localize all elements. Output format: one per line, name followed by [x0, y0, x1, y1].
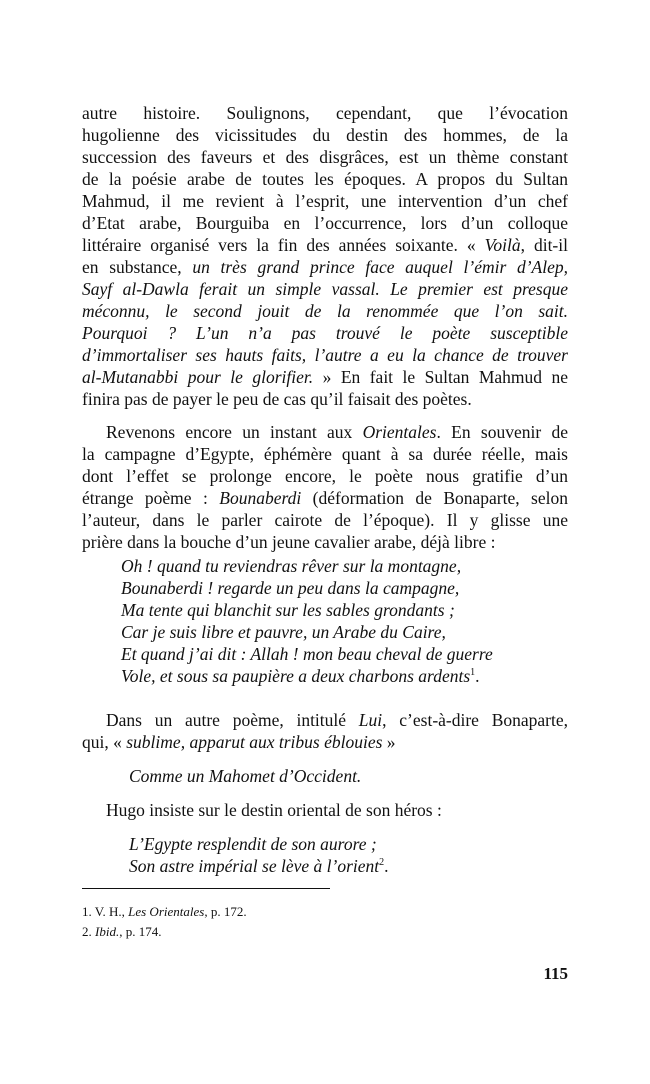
text: 1. V. H., [82, 904, 129, 919]
paragraph-4 [82, 799, 568, 821]
footnote-separator [82, 888, 330, 889]
text: la campagne d’Egypte, éphémère quant à sa durée réelle, mais [82, 444, 568, 464]
text-line [82, 344, 568, 366]
text-line [82, 366, 568, 388]
italic-text: méconnu, le second jouit de la renommée que l’on sait. [82, 301, 568, 321]
italic-text: Sayf al-Dawla ferait un simple vassal. Le premier est presque [82, 279, 568, 299]
text-line [121, 621, 561, 643]
text: » En fait le Sultan Mahmud ne [313, 367, 568, 387]
poem-lui [129, 765, 569, 787]
text-line [82, 146, 568, 168]
text-line [82, 300, 568, 322]
italic-text: Ma tente qui blanchit sur les sables grondants ; [121, 600, 455, 620]
footnote [82, 922, 247, 942]
italic-text: Bounaberdi [219, 488, 302, 508]
poem-bounaberdi [121, 555, 561, 687]
text: succession des faveurs et des disgrâces, est un thème constant [82, 147, 568, 167]
italic-text: Bounaberdi ! regarde un peu dans la campagne, [121, 578, 460, 598]
text-line [82, 256, 568, 278]
text: Dans un autre poème, intitulé [106, 710, 359, 730]
text: . [475, 666, 480, 686]
text-line [82, 421, 568, 443]
text: en substance, [82, 257, 193, 277]
text-line [129, 833, 569, 855]
text-line [82, 465, 568, 487]
text: . En souvenir de [436, 422, 568, 442]
text-line [82, 487, 568, 509]
text-line [82, 124, 568, 146]
text: (déformation de Bonaparte, selon [301, 488, 568, 508]
text-line [82, 443, 568, 465]
italic-text: sublime, apparut aux tribus éblouies [126, 732, 383, 752]
italic-text: Lui [358, 710, 383, 730]
text: finira pas de payer le peu de cas qu’il faisait des poètes. [82, 389, 472, 409]
text: , dit-il [520, 235, 568, 255]
text-line [121, 643, 561, 665]
poem-egypte [129, 833, 569, 877]
text: 2. [82, 924, 95, 939]
text-line [129, 765, 569, 787]
text-line [82, 799, 568, 821]
text: . [384, 856, 389, 876]
page-number: 115 [543, 964, 568, 983]
text: l’auteur, dans le parler cairote de l’époque). Il y glisse une [82, 510, 568, 530]
text: qui, « [82, 732, 127, 752]
italic-text: Oh ! quand tu reviendras rêver sur la montagne, [121, 556, 462, 576]
italic-text: un très grand prince face auquel l’émir d’Alep, [192, 257, 568, 277]
paragraph-2 [82, 421, 568, 553]
text-line [129, 855, 569, 877]
text: , c’est-à-dire Bonaparte, [382, 710, 568, 730]
text-line [82, 531, 568, 553]
italic-text: Orientales [362, 422, 437, 442]
italic-text: Voilà [484, 235, 521, 255]
italic-text: Et quand j’ai dit : Allah ! mon beau cheval de guerre [121, 644, 493, 664]
italic-text: Pourquoi ? L’un n’a pas trouvé le poète susceptible [82, 323, 568, 343]
italic-text: Ibid. [95, 924, 120, 939]
footnote-ref: 2 [379, 857, 385, 869]
paragraph-3 [82, 709, 568, 753]
text: de la poésie arabe de toutes les époques. A propos du Sultan [82, 169, 568, 189]
text: Mahmud, il me revient à l’esprit, une intervention d’un chef [82, 191, 568, 211]
text: étrange poème : [82, 488, 220, 508]
text: , p. 174. [119, 924, 162, 939]
italic-text: d’immortaliser ses hauts faits, l’autre a eu la chance de trouver [82, 345, 568, 365]
text: d’Etat arabe, Bourguiba en l’occurrence, lors d’un colloque [82, 213, 568, 233]
text-line [121, 577, 561, 599]
italic-text: Comme un Mahomet d’Occident. [129, 766, 362, 786]
text-line [82, 190, 568, 212]
text: dont l’effet se prolonge encore, le poète nous gratifie d’un [82, 466, 568, 486]
text: , p. 172. [204, 904, 247, 919]
text-line [82, 168, 568, 190]
text-line [82, 509, 568, 531]
italic-text: Son astre impérial se lève à l’orient [129, 856, 380, 876]
text-line [82, 102, 568, 124]
text: littéraire organisé vers la fin des années soixante. « [82, 235, 485, 255]
text: Revenons encore un instant aux [106, 422, 363, 442]
footnotes [82, 902, 247, 942]
text-line [82, 322, 568, 344]
italic-text: Car je suis libre et pauvre, un Arabe du Caire, [121, 622, 446, 642]
text: Hugo insiste sur le destin oriental de son héros : [106, 800, 442, 820]
text-line [82, 212, 568, 234]
text-line [82, 731, 568, 753]
footnote [82, 902, 247, 922]
italic-text: L’Egypte resplendit de son aurore ; [129, 834, 377, 854]
italic-text: Vole, et sous sa paupière a deux charbons ardents [121, 666, 471, 686]
text-line [82, 709, 568, 731]
text: » [382, 732, 396, 752]
text: autre histoire. Soulignons, cependant, que l’évocation [82, 103, 568, 123]
italic-text: al-Mutanabbi pour le glorifier. [82, 367, 314, 387]
text-line [82, 388, 568, 410]
text-line [121, 555, 561, 577]
text-line [121, 599, 561, 621]
italic-text: Les Orientales [128, 904, 205, 919]
paragraph-1 [82, 102, 568, 410]
text-line [82, 278, 568, 300]
text: prière dans la bouche d’un jeune cavalier arabe, déjà libre : [82, 532, 496, 552]
text-line [121, 665, 561, 687]
text: hugolienne des vicissitudes du destin des hommes, de la [82, 125, 568, 145]
footnote-ref: 1 [470, 667, 476, 679]
text-line [82, 234, 568, 256]
